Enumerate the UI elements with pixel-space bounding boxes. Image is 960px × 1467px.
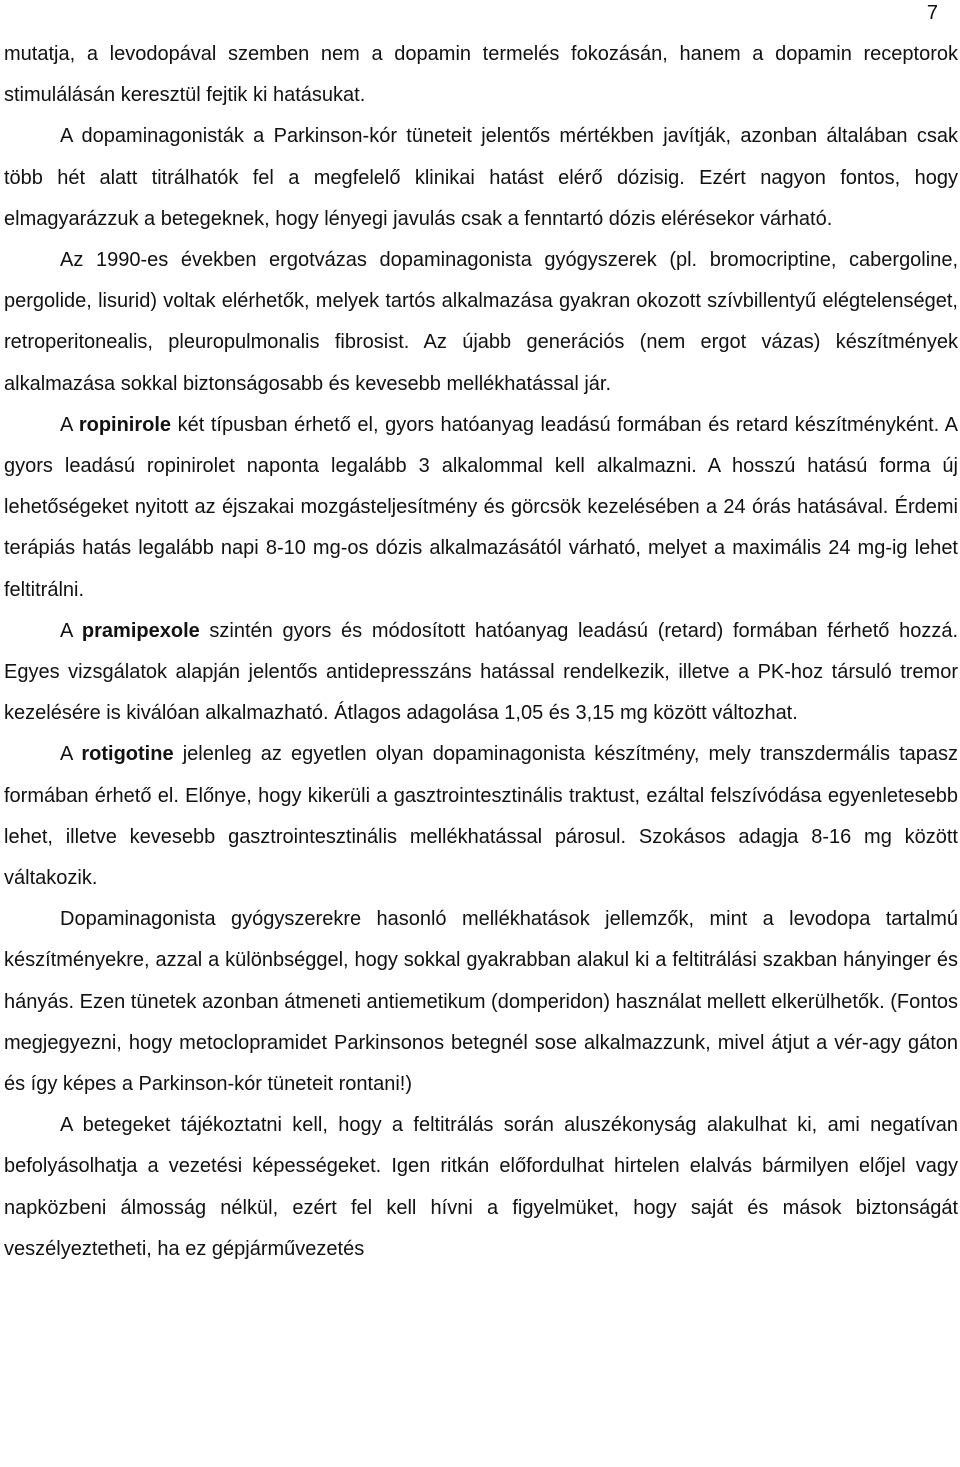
paragraph-patient-information: A betegeket tájékoztatni kell, hogy a feltitrálás során aluszékonyság alakulhat ki, ami negatívan befolyásolhatja a vezetési képességeket. Igen ritkán előfordulhat hirtelen elalvás bármilyen előjel vagy napközbeni álmosság nélkül, ezért fel kell hívni a figyelmüket, hogy saját és mások biztonságát veszélyeztetheti, ha ez gépjárművezetés — [4, 1114, 958, 1260]
paragraph-rotigotine — [4, 734, 958, 899]
ropinirole-text: két típusban érhető el, gyors hatóanyag leadású formában és retard készítményként. A gyors leadású ropinirolet naponta legalább 3 alkalommal kell alkalmazni. A hosszú hatású forma új lehetőségeket nyitott az éjszakai mozgásteljesítmény és görcsök kezelésében a 24 órás hatásával. Érdemi terápiás hatás legalább napi 8-10 mg-os dózis alkalmazásától várható, melyet a maximális 24 mg-ig lehet feltitrálni. — [4, 413, 959, 601]
pramipexole-prefix: A — [60, 619, 82, 642]
paragraph-ergot-agonists: Az 1990-es években ergotvázas dopaminagonista gyógyszerek (pl. bromocriptine, cabergoline, pergolide, lisurid) voltak elérhetők, melyek tartós alkalmazása gyakran okozott szívbillentyű elégtelenséget, retroperitonealis, pleuropulmonalis fibrosist. Az újabb generációs (nem ergot vázas) készítmények alkalmazása sokkal biztonságosabb és kevesebb mellékhatással jár. — [4, 249, 958, 395]
rotigotine-text: jelenleg az egyetlen olyan dopaminagonista készítmény, mely transzdermális tapasz formában érhető el. Előnye, hogy kikerüli a gasztrointesztinális traktust, ezáltal felszívódása egyenletesebb lehet, illetve kevesebb gasztrointesztinális mellékhatással párosul. Szokásos adagja 8-16 mg között váltakozik. — [4, 743, 959, 890]
rotigotine-prefix: A — [60, 743, 82, 766]
paragraph-dopaminagonists-intro: A dopaminagonisták a Parkinson-kór tüneteit jelentős mértékben javítják, azonban általában csak több hét alatt titrálhatók fel a megfelelő klinikai hatást elérő dózisig. Ezért nagyon fontos, hogy elmagyarázzuk a betegeknek, hogy lényegi javulás csak a fenntartó dózis elérésekor várható. — [4, 125, 958, 230]
paragraph-side-effects: Dopaminagonista gyógyszerekre hasonló mellékhatások jellemzők, mint a levodopa tartalmú készítményekre, azzal a különbséggel, hogy sokkal gyakrabban alakul ki a feltitrálási szakban hányinger és hányás. Ezen tünetek azonban átmeneti antiemetikum (domperidon) használat mellett elkerülhetők. (Fontos megjegyezni, hogy metoclopramidet Parkinsonos betegnél sose alkalmazzunk, mivel átjut a vér-agy gáton és így képes a Parkinson-kór tüneteit rontani!) — [4, 908, 958, 1096]
pramipexole-text: szintén gyors és módosított hatóanyag leadású (retard) formában férhető hozzá. Egyes vizsgálatok alapján jelentős antidepresszáns hatással rendelkezik, illetve a PK-hoz társuló tremor kezelésére is kiválóan alkalmazható. Átlagos adagolása 1,05 és 3,15 mg között változhat. — [4, 619, 958, 725]
paragraph-ropinirole — [4, 405, 958, 611]
paragraph-continuation: mutatja, a levodopával szemben nem a dopamin termelés fokozásán, hanem a dopamin receptorok stimulálásán keresztül fejtik ki hatásukat. — [4, 43, 958, 107]
ropinirole-prefix: A — [60, 413, 79, 436]
ropinirole-term: ropinirole — [78, 413, 172, 436]
page-number: 7 — [926, 2, 938, 24]
paragraph-pramipexole — [4, 611, 958, 735]
rotigotine-term: rotigotine — [81, 743, 174, 766]
document-body — [4, 34, 958, 1270]
pramipexole-term: pramipexole — [81, 619, 200, 642]
